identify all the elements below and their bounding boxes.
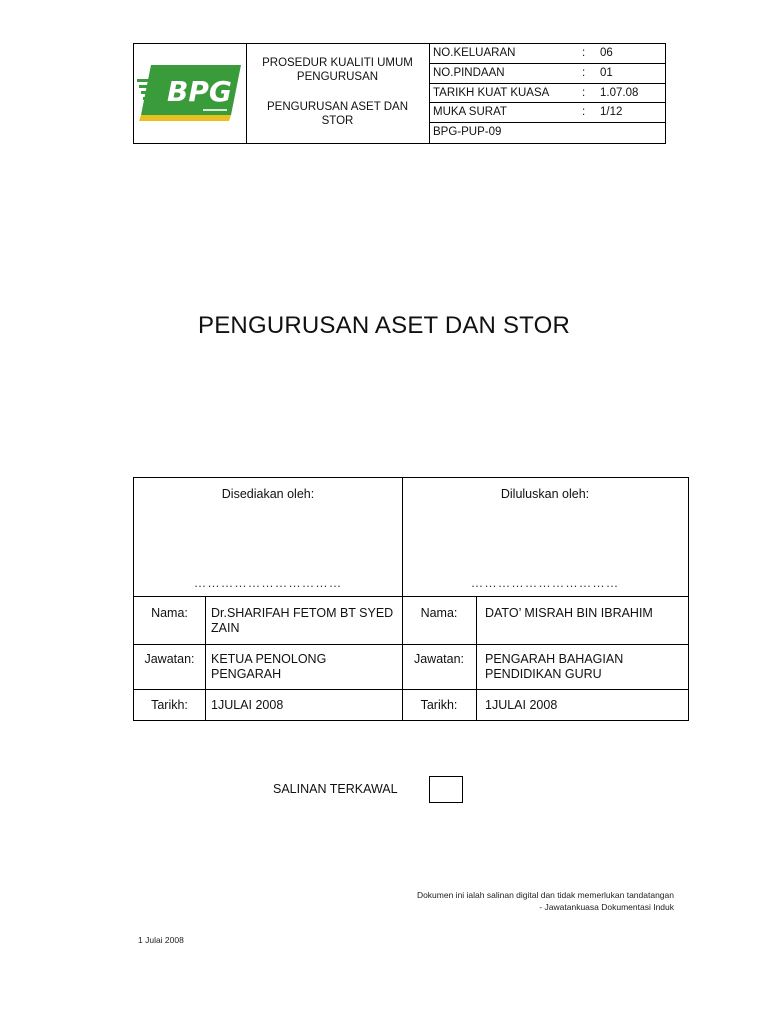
- approved-position-label: Jawatan:: [413, 652, 465, 666]
- meta-key: TARIKH KUAT KUASA: [433, 86, 550, 99]
- prepared-signature-line: ……………………………: [193, 576, 343, 590]
- meta-value: 1.07.08: [600, 86, 639, 99]
- meta-colon: :: [582, 86, 586, 99]
- prepared-date-label: Tarikh:: [151, 698, 188, 712]
- meta-cell: [429, 44, 666, 143]
- meta-value: 01: [600, 66, 613, 79]
- controlled-copy-label: SALINAN TERKAWAL: [273, 782, 398, 796]
- document-header-table: [133, 43, 666, 144]
- logo-text: BPG: [167, 75, 232, 108]
- note-line-1: Dokumen ini ialah salinan digital dan tidak memerlukan tandatangan: [416, 890, 674, 900]
- meta-row: [429, 123, 666, 143]
- meta-key: MUKA SURAT: [433, 106, 507, 119]
- prepared-date-value: 1JULAI 2008: [211, 698, 284, 712]
- meta-colon: :: [582, 47, 586, 59]
- approval-table: [133, 477, 689, 721]
- note-line-2: - Jawatankuasa Dokumentasi Induk: [539, 902, 674, 912]
- meta-colon: :: [582, 106, 586, 119]
- meta-row: [429, 84, 666, 104]
- meta-key: NO.KELUARAN: [433, 47, 516, 59]
- title-cell: [246, 44, 430, 143]
- controlled-copy-checkbox[interactable]: [429, 776, 463, 803]
- approved-by-heading: Diluluskan oleh:: [500, 487, 590, 501]
- meta-key: NO.PINDAAN: [433, 66, 505, 79]
- meta-key: BPG-PUP-09: [433, 126, 502, 139]
- bpg-logo: [134, 44, 246, 143]
- document-title: PENGURUSAN ASET DAN STOR: [198, 312, 570, 339]
- meta-row: [429, 103, 666, 123]
- prepared-name-value: Dr.SHARIFAH FETOM BT SYED ZAIN: [211, 606, 394, 635]
- prepared-name-label: Nama:: [151, 606, 188, 620]
- meta-value: 1/12: [600, 106, 623, 119]
- meta-row: [429, 64, 666, 84]
- digital-copy-note: [417, 889, 674, 913]
- prepared-position-label: Jawatan:: [144, 652, 195, 666]
- meta-row: [429, 44, 666, 64]
- procedure-title: PROSEDUR KUALITI UMUM PENGURUSAN: [262, 57, 413, 83]
- approved-date-value: 1JULAI 2008: [485, 698, 558, 712]
- footer-date: 1 Julai 2008: [138, 935, 184, 945]
- meta-value: 06: [600, 47, 613, 59]
- approved-signature-line: ……………………………: [470, 576, 620, 590]
- approved-position-value: PENGARAH BAHAGIAN PENDIDIKAN GURU: [485, 652, 624, 681]
- approved-name-value: DATO’ MISRAH BIN IBRAHIM: [485, 606, 653, 620]
- approved-name-label: Nama:: [420, 606, 458, 620]
- meta-colon: :: [582, 66, 586, 79]
- approved-date-label: Tarikh:: [420, 698, 458, 712]
- prepared-position-value: KETUA PENOLONG PENGARAH: [211, 652, 327, 681]
- prepared-by-heading: Disediakan oleh:: [221, 487, 315, 501]
- logo-cell: [134, 44, 247, 143]
- section-title: PENGURUSAN ASET DAN STOR: [266, 101, 408, 127]
